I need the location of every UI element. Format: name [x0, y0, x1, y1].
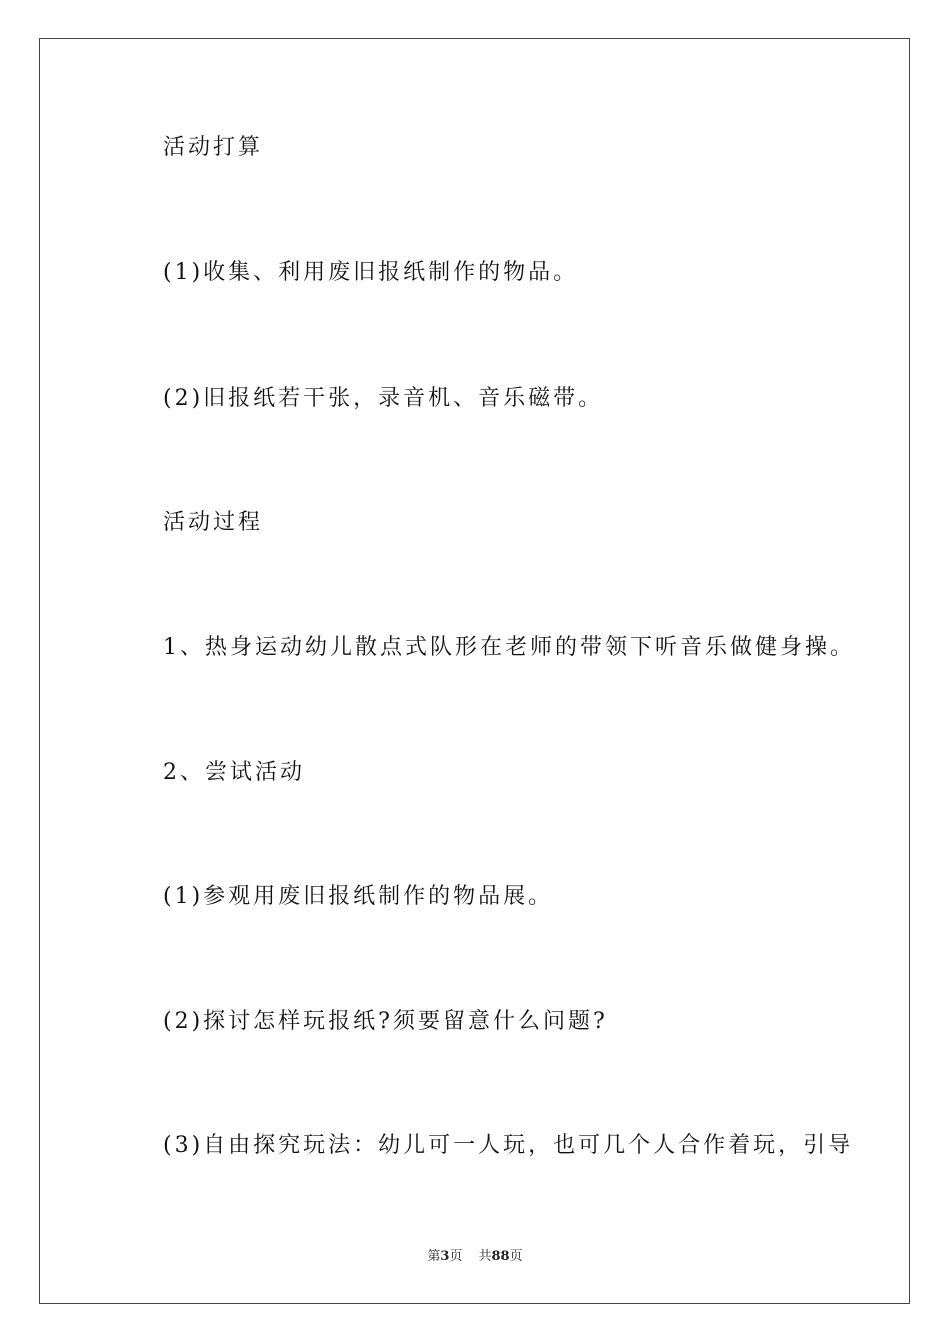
paragraph-line: 1、热身运动幼儿散点式队形在老师的带领下听音乐做健身操。 — [163, 635, 855, 660]
footer-total-prefix: 共 — [478, 1249, 492, 1264]
paragraph-line: (1)参观用废旧报纸制作的物品展。 — [163, 884, 554, 909]
section-heading-process: 活动过程 — [163, 510, 264, 535]
footer-page-suffix: 页 — [449, 1249, 463, 1264]
page-footer — [0, 1248, 950, 1266]
footer-page-prefix: 第 — [427, 1249, 441, 1264]
paragraph-line: 2、尝试活动 — [163, 760, 305, 785]
page-border — [39, 38, 910, 1304]
paragraph-line: (2)探讨怎样玩报纸?须要留意什么问题? — [163, 1009, 608, 1034]
section-heading-preparation: 活动打算 — [163, 135, 264, 160]
footer-page-current: 3 — [440, 1249, 450, 1264]
paragraph-line: (1)收集、利用废旧报纸制作的物品。 — [163, 260, 579, 285]
footer-total-suffix: 页 — [509, 1249, 523, 1264]
paragraph-line: (3)自由探究玩法：幼儿可一人玩，也可几个人合作着玩，引导 — [163, 1133, 854, 1158]
footer-page-total: 88 — [491, 1249, 510, 1264]
paragraph-line: (2)旧报纸若干张，录音机、音乐磁带。 — [163, 386, 604, 411]
